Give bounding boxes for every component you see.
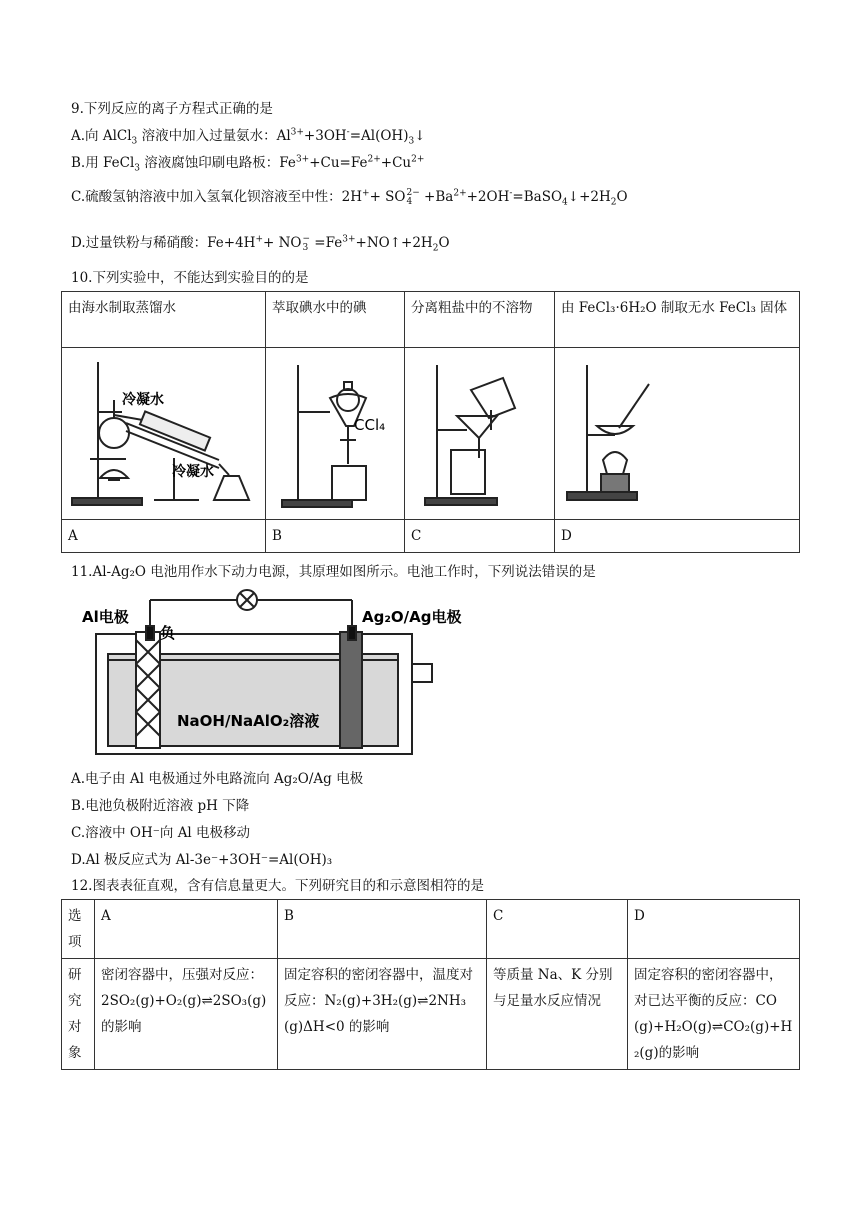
q10-figure-evaporation [555,348,800,520]
q10-label-d: D [555,520,800,553]
q10-header-a: 由海水制取蒸馏水 [62,292,266,348]
q12-cell-d: 固定容积的密闭容器中，对已达平衡的反应：CO(g)+H₂O(g)⇌CO₂(g)+H₂(g)的影响 [628,959,800,1070]
q10-figure-extraction [266,348,405,520]
q12-table [61,899,800,1070]
q10-stem: 10.下列实验中，不能达到实验目的的是 [71,270,309,286]
q12-header-a: A [95,900,278,959]
q9-option-b: B.用 FeCl$_3$ 溶液腐蚀印刷电路板：$Fe^{3+}+Cu=Fe^{2+}+Cu^{2+}$ [71,154,425,174]
q11-option-a: A.电子由 Al 电极通过外电路流向 Ag₂O/Ag 电极 [71,771,364,787]
q10-figure-distillation [62,348,266,520]
q10-label-b: B [266,520,405,553]
q12-header-b: B [278,900,487,959]
ccl4-label: CCl₄ [354,416,386,434]
cold-water-label-2: 冷凝水 [172,464,214,480]
q10-label-a: A [62,520,266,553]
q10-header-c: 分离粗盐中的不溶物 [405,292,555,348]
battery-diagram [72,584,472,764]
q12-cell-c: 等质量 Na、K 分别与足量水反应情况 [487,959,628,1070]
q12-header-option: 选项 [62,900,95,959]
q11-option-c: C.溶液中 OH⁻向 Al 电极移动 [71,825,251,841]
q11-stem: 11.Al-Ag₂O 电池用作水下动力电源，其原理如图所示。电池工作时，下列说法错误的是 [71,564,596,580]
q11-option-b: B.电池负极附近溶液 pH 下降 [71,798,250,814]
q10-table [61,291,800,553]
q11-option-d: D.Al 极反应式为 Al-3e⁻+3OH⁻=Al(OH)₃ [71,852,333,868]
q12-header-c: C [487,900,628,959]
al-electrode-label: Al电极 [82,608,129,626]
q12-cell-a: 密闭容器中，压强对反应：2SO₂(g)+O₂(g)⇌2SO₃(g)的影响 [95,959,278,1070]
solution-label: NaOH/NaAlO₂溶液 [177,712,320,730]
cold-water-label-1: 冷凝水 [122,392,164,408]
q10-figure-filtration [405,348,555,520]
negative-label: 负 [160,624,176,642]
q9-option-c: C.硫酸氢钠溶液中加入氢氧化钡溶液至中性：2H++ SO 2− 4 $+Ba^{2+}+2OH^-=BaSO_4↓+2H_2O$ [71,187,628,208]
q10-header-d: 由 FeCl₃·6H₂O 制取无水 FeCl₃ 固体 [555,292,800,348]
q9-option-a: A.向 AlCl$_3$ 溶液中加入过量氨水：$Al^{3+}+3OH^-=Al(OH)_3↓$ [71,127,426,147]
q10-label-c: C [405,520,555,553]
q12-row-label: 研究对象 [62,959,95,1070]
q12-header-d: D [628,900,800,959]
q10-header-b: 萃取碘水中的碘 [266,292,405,348]
q12-cell-b: 固定容积的密闭容器中，温度对反应：N₂(g)+3H₂(g)⇌2NH₃(g)ΔH<0 的影响 [278,959,487,1070]
q9-stem: 9.下列反应的离子方程式正确的是 [71,101,273,117]
q9-option-d: D.过量铁粉与稀硝酸：Fe+4H++ NO − 3 $=Fe^{3+}+NO↑+2H_2O$ [71,233,450,254]
ag-electrode-label: Ag₂O/Ag电极 [362,608,462,626]
q12-stem: 12.图表表征直观，含有信息量更大。下列研究目的和示意图相符的是 [71,878,484,894]
